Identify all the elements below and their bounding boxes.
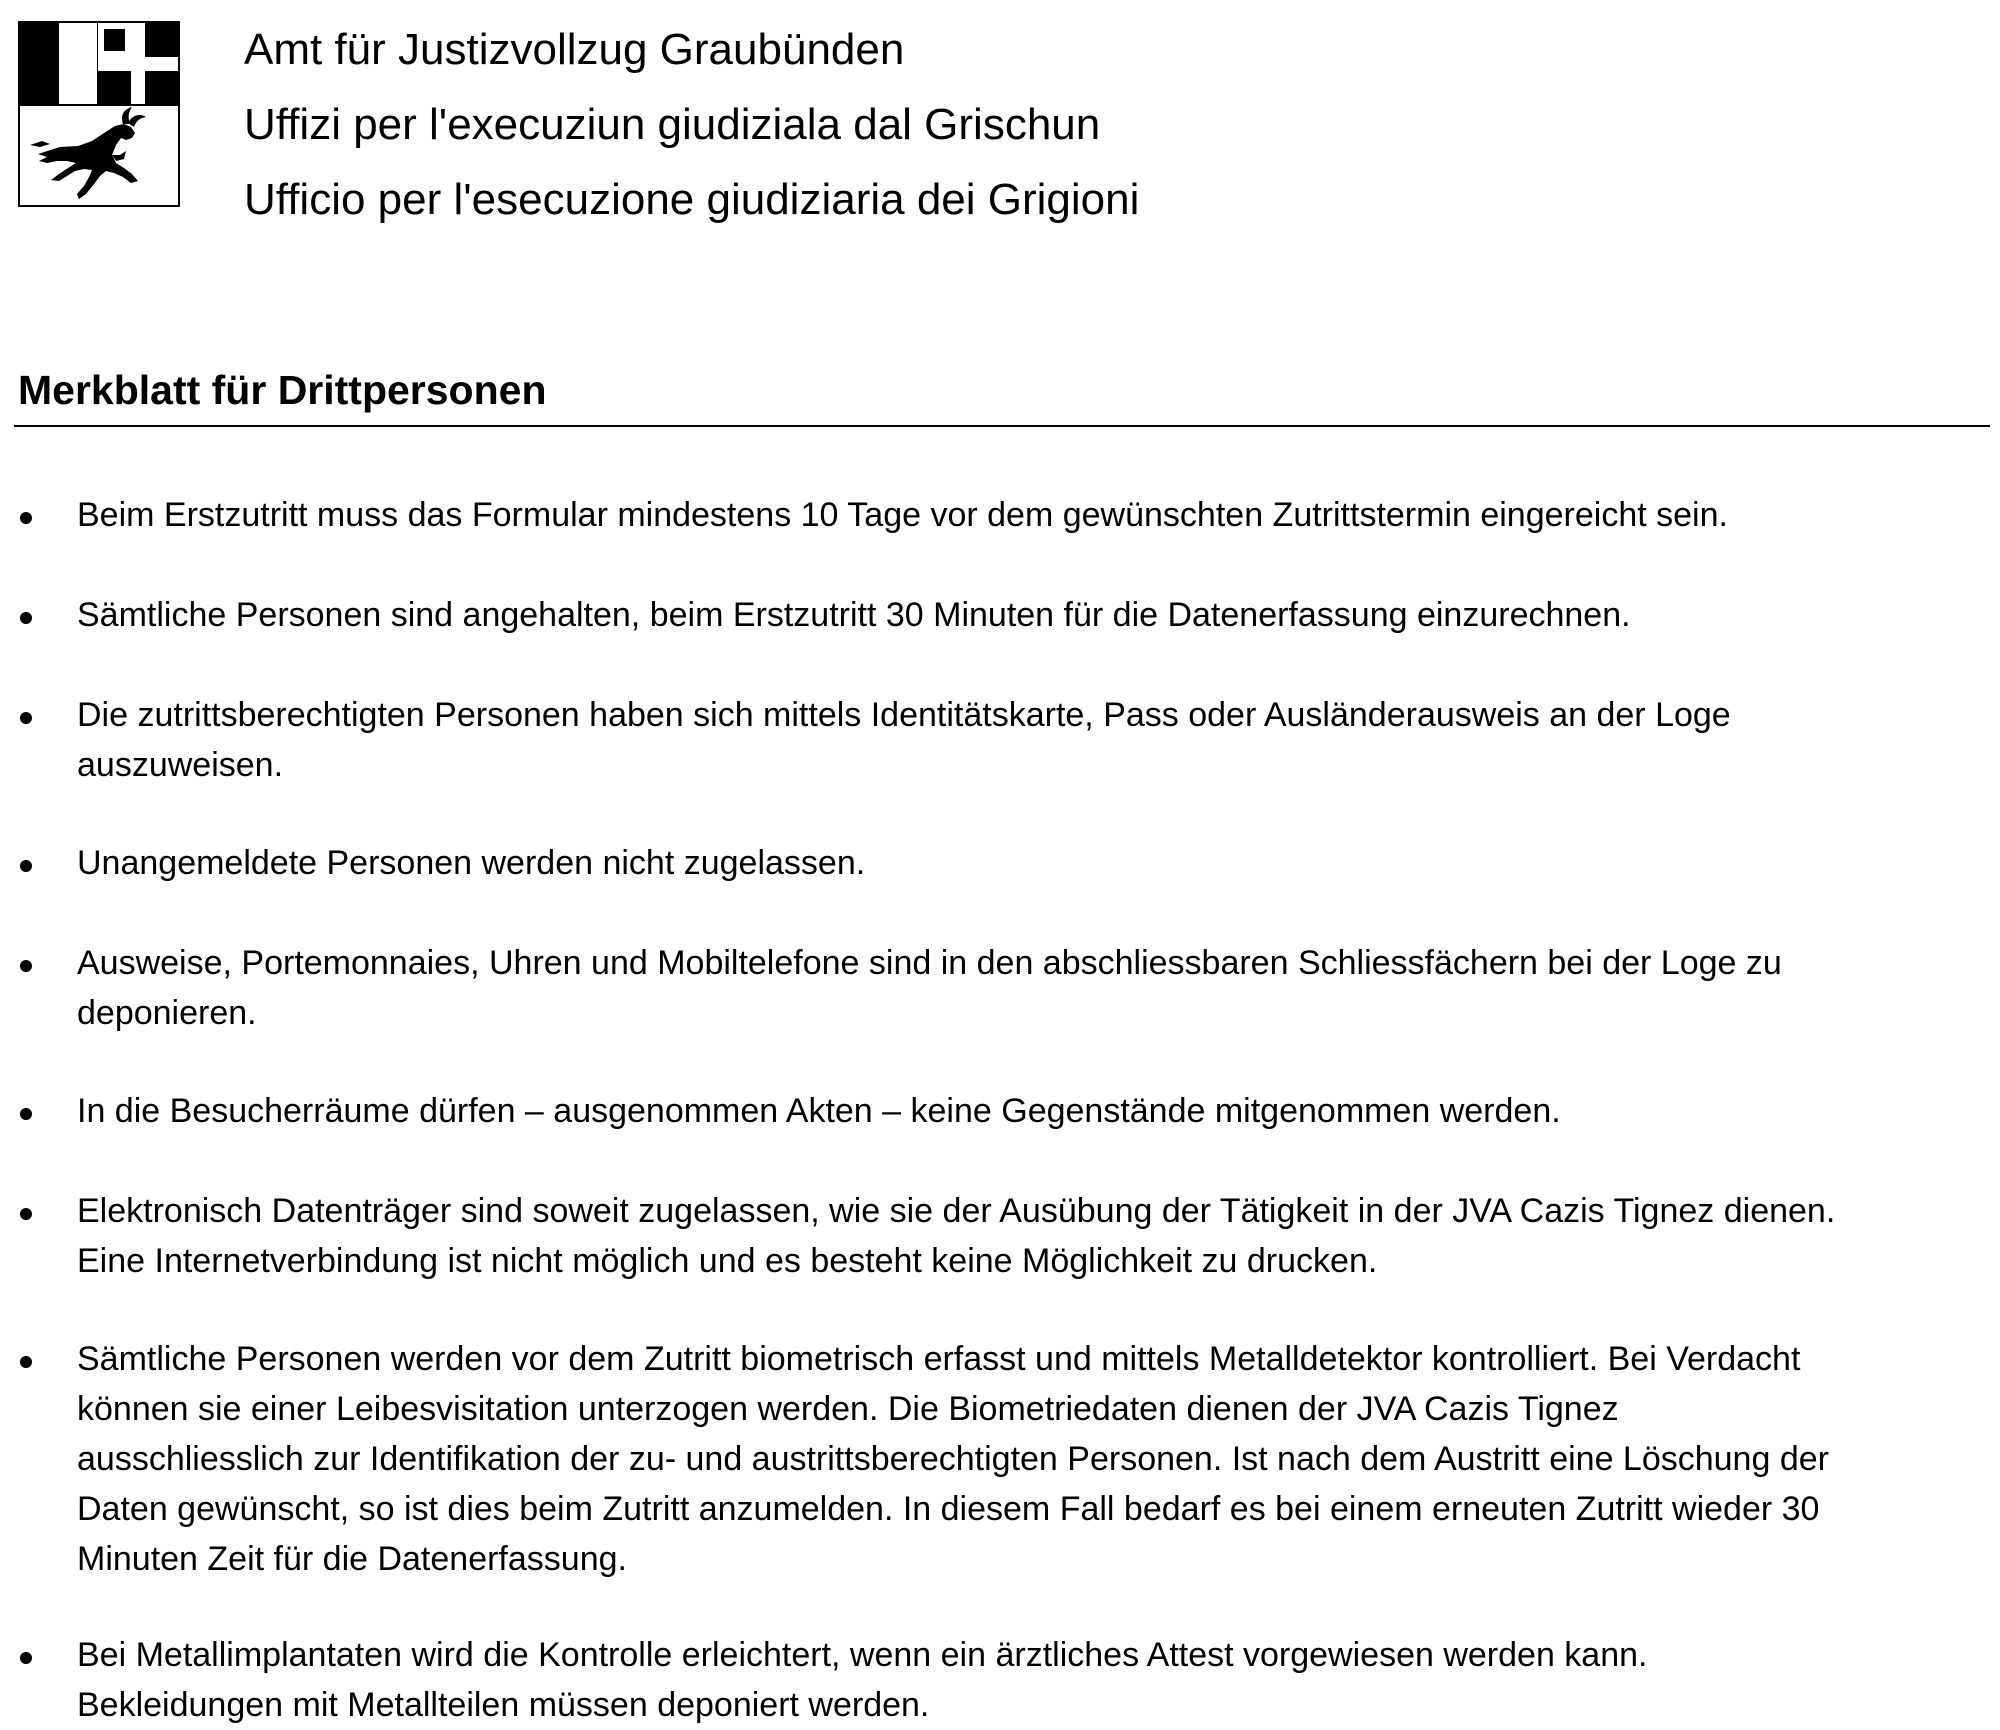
office-name-german: Amt für Justizvollzug Graubünden: [244, 25, 905, 74]
list-item-text: Bei Metallimplantaten wird die Kontrolle erleichtert, wenn ein ärztliches Attest vorgewiesen werden kann. Bekleidungen mit Metallteilen müssen deponiert werden.: [77, 1636, 1648, 1724]
bullet-icon: [20, 860, 32, 872]
bullet-icon: [20, 512, 32, 524]
bullet-icon: [20, 712, 32, 724]
list-item-text: Sämtliche Personen sind angehalten, beim Erstzutritt 30 Minuten für die Datenerfassung einzurechnen.: [77, 596, 1631, 634]
list-item-text: Die zutrittsberechtigten Personen haben sich mittels Identitätskarte, Pass oder Ausländerausweis an der Loge auszuweisen.: [77, 696, 1731, 784]
bullet-icon: [20, 1356, 32, 1368]
list-item-text: Beim Erstzutritt muss das Formular mindestens 10 Tage vor dem gewünschten Zutrittstermin eingereicht sein.: [77, 496, 1728, 534]
list-item-text: Sämtliche Personen werden vor dem Zutritt biometrisch erfasst und mittels Metalldetektor kontrolliert. Bei Verdacht können sie einer Leibesvisitation unterzogen werden. Die Biometriedaten dienen der JVA Cazis Tignez ausschliesslich zur Identifikation der zu- und austrittsberechtigten Personen. Ist nach dem Austritt eine Löschung der Daten gewünscht, so ist dies beim Zutritt anzumelden. In diesem Fall bedarf es bei einem erneuten Zutritt wieder 30 Minuten Zeit für die Datenerfassung.: [77, 1340, 1829, 1578]
list-item-text: Ausweise, Portemonnaies, Uhren und Mobiltelefone sind in den abschliessbaren Schliessfächern bei der Loge zu deponieren.: [77, 944, 1782, 1032]
bullet-icon: [20, 1108, 32, 1120]
bullet-icon: [20, 1652, 32, 1664]
list-item-text: Elektronisch Datenträger sind soweit zugelassen, wie sie der Ausübung der Tätigkeit in der JVA Cazis Tignez dienen. Eine Internetverbindung ist nicht möglich und es besteht keine Möglichkeit zu drucken.: [77, 1192, 1836, 1280]
bullet-icon: [20, 960, 32, 972]
list-item-text: In die Besucherräume dürfen – ausgenommen Akten – keine Gegenstände mitgenommen werden.: [77, 1092, 1561, 1130]
list-item-text: Unangemeldete Personen werden nicht zugelassen.: [77, 844, 866, 882]
page-title: Merkblatt für Drittpersonen: [18, 367, 547, 413]
bullet-icon: [20, 612, 32, 624]
office-name-romansh: Uffizi per l'execuziun giudiziala dal Grischun: [244, 100, 1101, 149]
bullet-icon: [20, 1208, 32, 1220]
office-name-italian: Ufficio per l'esecuzione giudiziaria dei Grigioni: [244, 175, 1140, 224]
